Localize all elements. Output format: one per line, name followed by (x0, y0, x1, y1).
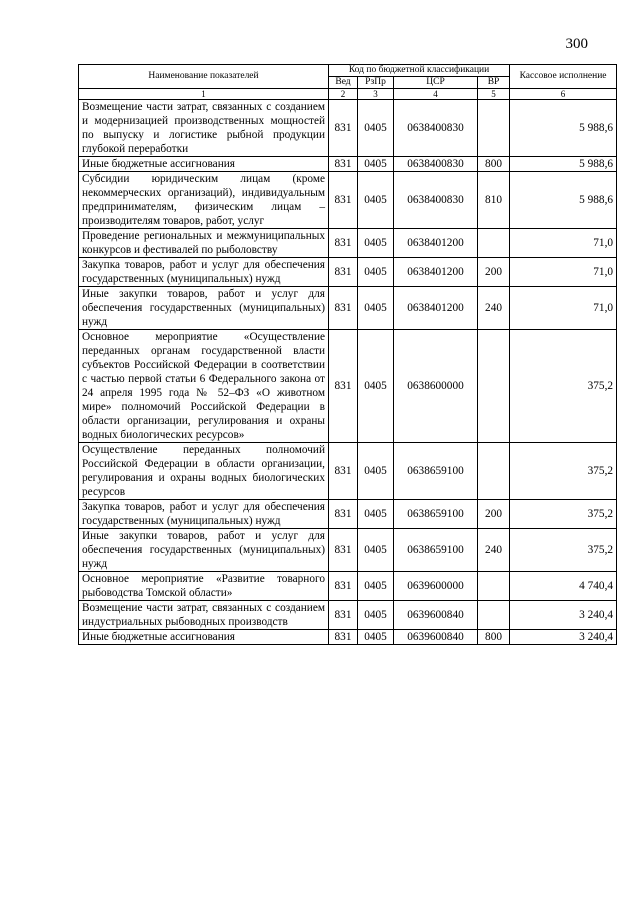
budget-table (78, 64, 617, 645)
row-amount: 5 988,6 (510, 100, 617, 157)
table-row (79, 229, 617, 258)
row-name: Закупка товаров, работ и услуг для обеспечения государственных (муниципальных) нужд (79, 258, 329, 287)
row-name: Иные закупки товаров, работ и услуг для обеспечения государственных (муниципальных) нужд (79, 529, 329, 572)
table-row (79, 601, 617, 630)
row-ved: 831 (329, 443, 358, 500)
row-name: Закупка товаров, работ и услуг для обеспечения государственных (муниципальных) нужд (79, 500, 329, 529)
table-row (79, 258, 617, 287)
row-csr: 0638659100 (394, 529, 478, 572)
row-name: Иные бюджетные ассигнования (79, 157, 329, 172)
row-vr (478, 229, 510, 258)
row-rzpr: 0405 (358, 601, 394, 630)
header-row-1 (79, 65, 617, 77)
row-ved: 831 (329, 157, 358, 172)
page-number: 300 (565, 36, 588, 52)
row-rzpr: 0405 (358, 229, 394, 258)
row-ved: 831 (329, 258, 358, 287)
column-numbers-row (79, 89, 617, 100)
col-number-1: 1 (79, 89, 329, 100)
row-rzpr: 0405 (358, 172, 394, 229)
header-csr: ЦСР (394, 77, 478, 89)
row-vr: 240 (478, 529, 510, 572)
row-name: Основное мероприятие «Осуществление переданных органам государственной власти субъектов Российской Федерации в соответствии с частью первой статьи 6 Федерального закона от 24 апреля 1995 года № 52–ФЗ «О животном мире» полномочий Российской Федерации в области организации, регулирования и охраны водных биологических ресурсов» (79, 330, 329, 443)
row-ved: 831 (329, 100, 358, 157)
row-amount: 5 988,6 (510, 157, 617, 172)
row-vr (478, 443, 510, 500)
row-rzpr: 0405 (358, 330, 394, 443)
row-vr: 200 (478, 258, 510, 287)
row-name: Возмещение части затрат, связанных с созданием и модернизацией производственных мощностей по выпуску и логистике рыбной продукции глубокой переработки (79, 100, 329, 157)
row-vr: 800 (478, 157, 510, 172)
row-ved: 831 (329, 630, 358, 645)
row-amount: 3 240,4 (510, 601, 617, 630)
col-number-3: 3 (358, 89, 394, 100)
row-rzpr: 0405 (358, 529, 394, 572)
table-row (79, 100, 617, 157)
col-number-6: 6 (510, 89, 617, 100)
row-csr: 0638401200 (394, 287, 478, 330)
row-rzpr: 0405 (358, 100, 394, 157)
row-amount: 71,0 (510, 287, 617, 330)
row-amount: 375,2 (510, 500, 617, 529)
table-body (79, 100, 617, 645)
row-csr: 0638401200 (394, 229, 478, 258)
table-row (79, 500, 617, 529)
row-rzpr: 0405 (358, 500, 394, 529)
row-amount: 4 740,4 (510, 572, 617, 601)
row-vr (478, 572, 510, 601)
row-name: Иные закупки товаров, работ и услуг для обеспечения государственных (муниципальных) нужд (79, 287, 329, 330)
row-vr: 200 (478, 500, 510, 529)
header-budget-code: Код по бюджетной классификации (329, 65, 510, 77)
row-rzpr: 0405 (358, 157, 394, 172)
row-csr: 0639600000 (394, 572, 478, 601)
header-vr: ВР (478, 77, 510, 89)
row-ved: 831 (329, 330, 358, 443)
row-amount: 375,2 (510, 529, 617, 572)
row-name: Осуществление переданных полномочий Российской Федерации в области организации, регулирования и охраны водных биологических ресурсов (79, 443, 329, 500)
row-vr (478, 100, 510, 157)
row-ved: 831 (329, 500, 358, 529)
header-rzpr: РзПр (358, 77, 394, 89)
row-amount: 5 988,6 (510, 172, 617, 229)
row-amount: 375,2 (510, 443, 617, 500)
table-row (79, 630, 617, 645)
row-name: Субсидии юридическим лицам (кроме некоммерческих организаций), индивидуальным предпринимателям, физическим лицам – производителям товаров, работ, услуг (79, 172, 329, 229)
row-csr: 0638400830 (394, 172, 478, 229)
row-vr (478, 330, 510, 443)
row-ved: 831 (329, 572, 358, 601)
row-amount: 71,0 (510, 229, 617, 258)
row-name: Основное мероприятие «Развитие товарного рыбоводства Томской области» (79, 572, 329, 601)
row-rzpr: 0405 (358, 258, 394, 287)
row-rzpr: 0405 (358, 572, 394, 601)
table-row (79, 172, 617, 229)
table-row (79, 572, 617, 601)
row-amount: 71,0 (510, 258, 617, 287)
row-ved: 831 (329, 172, 358, 229)
row-csr: 0638659100 (394, 500, 478, 529)
header-cash-execution: Кассовое исполнение (510, 65, 617, 89)
row-vr: 800 (478, 630, 510, 645)
row-csr: 0638400830 (394, 157, 478, 172)
row-rzpr: 0405 (358, 630, 394, 645)
col-number-2: 2 (329, 89, 358, 100)
row-ved: 831 (329, 601, 358, 630)
row-csr: 0639600840 (394, 630, 478, 645)
row-amount: 3 240,4 (510, 630, 617, 645)
row-vr: 810 (478, 172, 510, 229)
table-row (79, 157, 617, 172)
col-number-4: 4 (394, 89, 478, 100)
header-name: Наименование показателей (79, 65, 329, 89)
table-row (79, 287, 617, 330)
row-name: Проведение региональных и межмуниципальных конкурсов и фестивалей по рыболовству (79, 229, 329, 258)
table-row (79, 330, 617, 443)
row-rzpr: 0405 (358, 287, 394, 330)
header-ved: Вед (329, 77, 358, 89)
row-amount: 375,2 (510, 330, 617, 443)
row-csr: 0638401200 (394, 258, 478, 287)
row-csr: 0639600840 (394, 601, 478, 630)
row-vr (478, 601, 510, 630)
row-ved: 831 (329, 229, 358, 258)
row-rzpr: 0405 (358, 443, 394, 500)
row-ved: 831 (329, 529, 358, 572)
row-csr: 0638659100 (394, 443, 478, 500)
col-number-5: 5 (478, 89, 510, 100)
row-ved: 831 (329, 287, 358, 330)
row-csr: 0638400830 (394, 100, 478, 157)
row-name: Иные бюджетные ассигнования (79, 630, 329, 645)
table-row (79, 529, 617, 572)
table-row (79, 443, 617, 500)
row-name: Возмещение части затрат, связанных с созданием индустриальных рыбоводных производств (79, 601, 329, 630)
row-csr: 0638600000 (394, 330, 478, 443)
row-vr: 240 (478, 287, 510, 330)
